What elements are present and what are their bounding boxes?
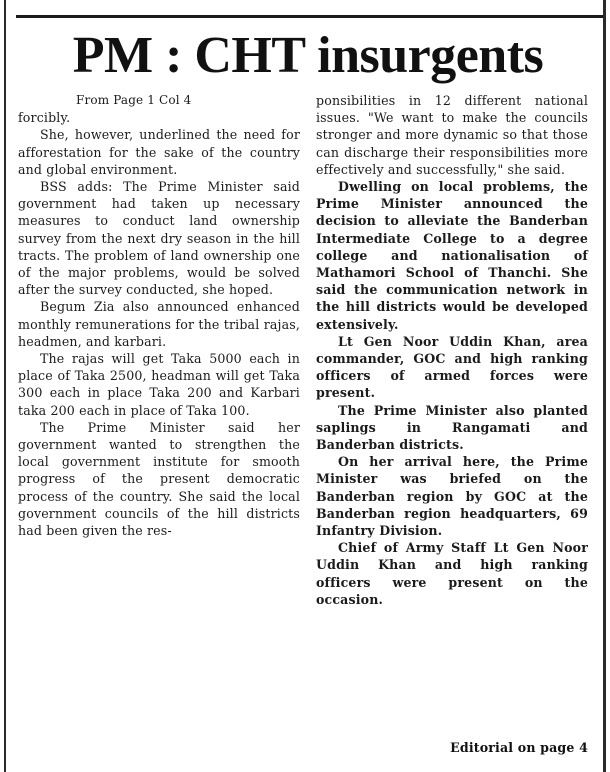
paragraph: The Prime Minister also planted saplings in Rangamati and Banderban districts.	[316, 402, 588, 453]
top-border-rule	[16, 15, 606, 18]
left-column	[18, 92, 300, 539]
dateline: From Page 1 Col 4	[76, 93, 192, 107]
headline: PM : CHT insurgents	[72, 27, 544, 84]
paragraph: The Prime Minister said her government wanted to strengthen the local government institute for smooth progress of the present democratic process of the country. She said the local government councils of the hill districts had been given the res-	[18, 419, 300, 539]
right-column-rule	[603, 0, 606, 772]
paragraph: ponsibilities in 12 different national issues. "We want to make the councils stronger and more dynamic so that those can discharge their responsibilities more effectively and successfully," she said.	[316, 93, 588, 177]
paragraph: The rajas will get Taka 5000 each in place of Taka 2500, headman will get Taka 300 each in place Taka 200 and Karbari taka 200 each in place of Taka 100.	[18, 351, 300, 418]
paragraph: Lt Gen Noor Uddin Khan, area commander, GOC and high ranking officers of armed forces were present.	[316, 333, 588, 401]
paragraph: BSS adds: The Prime Minister said government had taken up necessary measures to conduct land ownership survey from the next dry season in the hill tracts. The problem of land ownership one of the major problems, would be solved after the survey conducted, she hoped.	[18, 179, 300, 298]
paragraph: Dwelling on local problems, the Prime Minister announced the decision to alleviate the Banderban Intermediate College to a degree college and nationalisation of Mathamori School of Thanchi. She said the communication network in the hill districts would be developed extensively.	[316, 179, 588, 332]
paragraph: On her arrival here, the Prime Minister was briefed on the Banderban region by GOC at the Banderban region headquarters, 69 Infantry Division.	[316, 454, 588, 539]
paragraph: Chief of Army Staff Lt Gen Noor Uddin Khan and high ranking officers were present on the occasion.	[316, 540, 588, 607]
jump-line: Editorial on page 4	[450, 740, 588, 755]
paragraph: Begum Zia also announced enhanced monthly remunerations for the tribal rajas, headmen, and karbari.	[18, 299, 300, 349]
paragraph: She, however, underlined the need for afforestation for the sake of the country and global environment.	[18, 127, 300, 177]
newspaper-clipping	[4, 0, 606, 772]
left-column-rule	[4, 0, 6, 772]
right-column	[316, 92, 588, 772]
paragraph: forcibly.	[18, 110, 71, 126]
